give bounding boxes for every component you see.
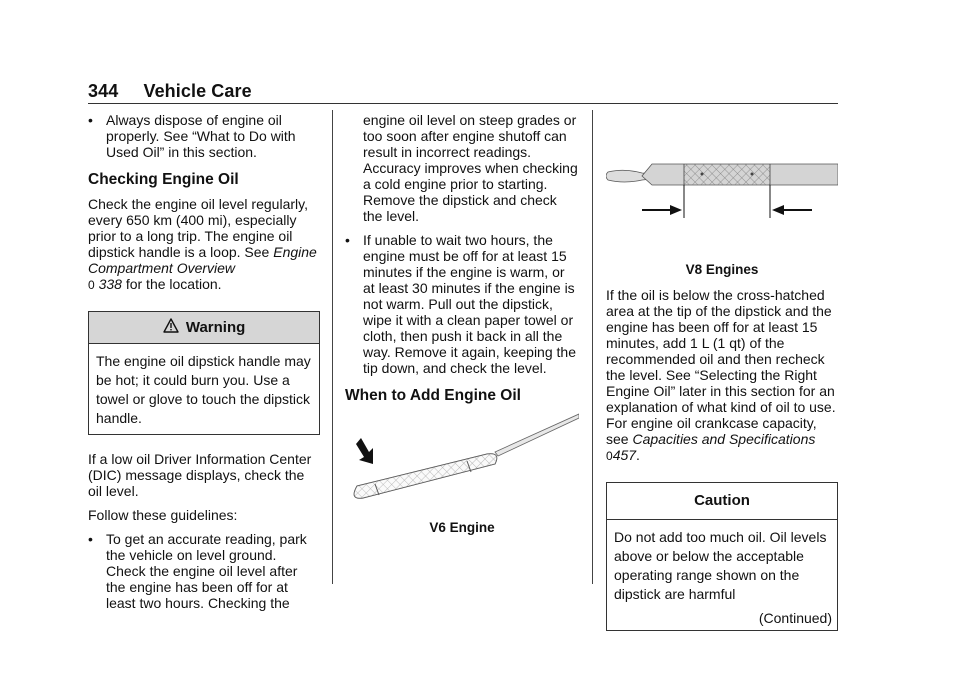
column-2 <box>345 112 579 536</box>
caution-box <box>606 482 838 631</box>
link-engine-compartment[interactable]: Engine Compartment Overview <box>88 244 317 276</box>
link-capacities-specs[interactable]: Capacities and Specifications <box>632 431 816 447</box>
para-dic: If a low oil Driver Information Center (DIC) message displays, check the oil level. <box>88 451 312 499</box>
bullet-dot: • <box>345 232 350 248</box>
page-header <box>88 81 252 102</box>
para-oil-below-text: If the oil is below the cross-hatched area at the tip of the dipstick and the engine has been off for at least 15 minutes, add 1 L (1 qt) of the recommended oil and then recheck the level. See “Selecting the Right Engine Oil” later in this section for an explanation of what kind of oil to use. For engine oil crankcase capacity, see <box>606 287 836 447</box>
continued-label: (Continued) <box>758 610 832 626</box>
bullet-wait-text: If unable to wait two hours, the engine must be off for at least 15 minutes if the engine is warm, or at least 30 minutes if the engine is not warm. Pull out the dipstick, wipe it with a clean paper towel or cloth, then push it back in all the way. Remove it again, keeping the tip down, and check the level. <box>363 232 576 376</box>
warning-title: Warning <box>185 319 246 336</box>
para-oil-below-end: . <box>636 447 640 463</box>
column-divider-1 <box>332 110 333 584</box>
page-ref-icon: 0 <box>88 278 95 292</box>
heading-when-to-add: When to Add Engine Oil <box>345 387 521 404</box>
figure-caption-v6: V6 Engine <box>429 520 495 535</box>
bullet-dispose <box>88 112 320 160</box>
page-ref-457[interactable]: 457 <box>612 447 637 463</box>
column-3 <box>606 112 838 647</box>
bullet-reading-text: To get an accurate reading, park the vehicle on level ground. Check the engine oil level after the engine has been off for at least two hours. Checking the <box>106 531 307 611</box>
bullet-dot: • <box>88 112 93 128</box>
column-divider-2 <box>592 110 593 584</box>
bullet-dispose-text: Always dispose of engine oil properly. See “What to Do with Used Oil” in this section. <box>106 112 296 160</box>
warning-text: The engine oil dipstick handle may be hot; it could burn you. Use a towel or glove to touch the dipstick handle. <box>96 353 311 426</box>
para-check-end: for the location. <box>125 276 222 292</box>
warning-triangle-icon <box>163 318 179 333</box>
bullet-dot: • <box>88 531 93 547</box>
warning-header <box>89 312 319 344</box>
caution-title: Caution <box>607 483 837 520</box>
para-check-oil <box>88 196 320 293</box>
figure-caption-v8: V8 Engines <box>685 262 759 277</box>
page-ref-338[interactable]: 338 <box>98 276 122 292</box>
column-1 <box>88 112 320 619</box>
caution-text: Do not add too much oil. Oil levels above or below the acceptable operating range shown on the dipstick are harmful <box>614 529 827 602</box>
para-follow: Follow these guidelines: <box>88 507 238 523</box>
heading-checking-engine-oil: Checking Engine Oil <box>88 171 239 188</box>
section-title: Vehicle Care <box>143 81 252 101</box>
bullet-wait <box>345 232 579 376</box>
v8-dipstick-illustration <box>606 152 838 260</box>
warning-box <box>88 311 320 435</box>
para-continued: engine oil level on steep grades or too soon after engine shutoff can result in incorrect readings. Accuracy improves when checking a cold engine prior to starting. Remove the dipstick and check the level. <box>363 112 578 224</box>
para-check-text: Check the engine oil level regularly, every 650 km (400 mi), especially prior to a long trip. The engine oil dipstick handle is a loop. See <box>88 196 308 260</box>
bullet-reading <box>88 531 320 611</box>
page-number: 344 <box>88 81 119 101</box>
v6-dipstick-illustration <box>345 412 579 512</box>
page-ref-icon: 0 <box>606 449 613 463</box>
para-oil-below <box>606 287 838 464</box>
header-rule <box>88 103 838 104</box>
